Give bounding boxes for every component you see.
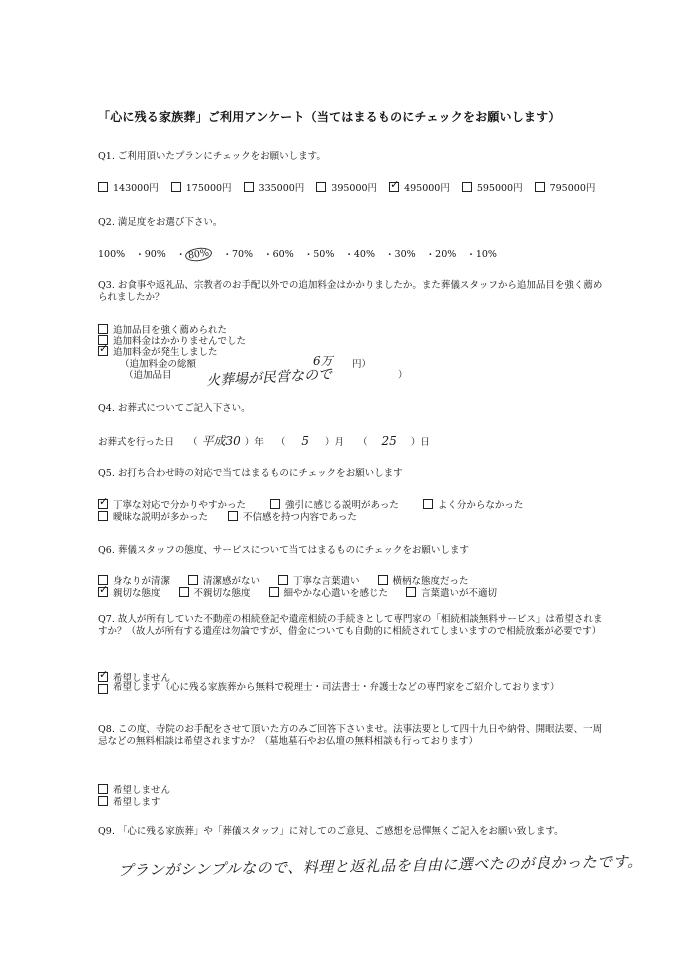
q6-r2-option-4[interactable]: [406, 585, 497, 599]
q4-year-unit: 年: [254, 436, 264, 448]
q2-scale-20[interactable]: 20%: [435, 248, 457, 260]
q1-option-1[interactable]: [98, 180, 159, 194]
q3-option-1-label: 追加品目を強く薦められた: [113, 324, 228, 336]
q2-scale-separator: ・: [135, 250, 145, 261]
q4-month-unit: 月: [334, 436, 345, 448]
q6-r2-option-2-checkbox[interactable]: [179, 587, 189, 597]
q1-question: Q1. ご利用頂いたプランにチェックをお願いします。: [98, 151, 326, 162]
q1-option-6[interactable]: [462, 180, 523, 194]
q1-option-4-checkbox[interactable]: [316, 182, 326, 192]
q6-r2-option-2-label: 不親切な態度: [193, 588, 251, 599]
q5-r1-option-2-label: 強引に感じる説明があった: [285, 500, 399, 511]
q6-r1-option-3-checkbox[interactable]: [278, 575, 288, 585]
q6-r2-option-1[interactable]: [98, 585, 161, 599]
q7-no-label: 希望しません: [113, 673, 171, 684]
q3-option-3-label: 追加料金が発生しました: [113, 346, 218, 358]
q7-question: Q7. 故人が所有していた不動産の相続登記や遺産相続の手続きとして専門家の「相続相談無料サービス」は希望されますか？（故人が所有する遺産は勿論ですが、借金についても自動的に相続されてしまいますので相続放棄が必要です）: [98, 614, 603, 637]
q6-r2-option-4-checkbox[interactable]: [406, 587, 416, 597]
q8-no-checkbox[interactable]: [98, 784, 108, 794]
q3-question: Q3. お食事や返礼品、宗教者のお手配以外での追加料金はかかりましたか。また葬儀スタッフから追加品目を強く薦められましたか？: [98, 280, 603, 303]
q3-option-2-label: 追加料金はかかりませんでした: [113, 335, 247, 347]
q1-option-5-label: 495000円: [404, 183, 450, 194]
q5-r1-option-3-label: よく分からなかった: [437, 500, 524, 511]
q1-option-6-checkbox[interactable]: [462, 182, 472, 192]
q6-r2-option-3-label: 細やかな心遣いを感じた: [283, 588, 389, 599]
q3-total-suffix: 円）: [352, 359, 372, 370]
q4-day-unit: 日: [420, 436, 430, 448]
survey-title: 「心に残る家族葬」ご利用アンケート（当てはまるものにチェックをお願いします）: [98, 110, 561, 124]
q1-option-4-label: 395000円: [331, 183, 378, 194]
q3-options: [98, 323, 246, 356]
q7-yes-label: 希望します（心に残る家族葬から無料で税理士・司法書士・弁護士などの専門家をご紹介しております）: [113, 682, 560, 693]
q9-answer: プランがシンプルなので、料理と返礼品を自由に選べたのが良かったです。: [117, 852, 643, 880]
q2-scale-70[interactable]: 70%: [231, 248, 254, 260]
q5-r2-option-2-checkbox[interactable]: [228, 511, 238, 521]
q1-option-7[interactable]: [535, 180, 596, 194]
q6-r1-option-4-label: 横柄な態度だった: [392, 576, 469, 587]
q5-r1-option-3[interactable]: [423, 497, 524, 511]
q2-scale-separator: ・: [385, 250, 395, 261]
q2-scale-30[interactable]: 30%: [394, 248, 416, 260]
q4-month-value: 5: [301, 433, 309, 448]
q5-r1-option-3-checkbox[interactable]: [423, 499, 433, 509]
q7-yes-checkbox[interactable]: [98, 684, 108, 694]
q5-r2-option-1[interactable]: [98, 509, 208, 523]
q1-option-6-label: 595000円: [476, 183, 523, 194]
q2-scale-separator: ・: [175, 250, 186, 261]
q6-r2-option-2[interactable]: [179, 585, 251, 599]
q6-r2-option-4-label: 言葉遣いが不適切: [421, 588, 498, 599]
q4-era-value: 平成30: [201, 434, 241, 448]
q6-options-row2: [98, 585, 515, 599]
q3-item-suffix: ）: [398, 370, 408, 381]
q6-r1-option-4-checkbox[interactable]: [378, 575, 388, 585]
q5-r1-option-1-label: 丁寧な対応で分かりやすかった: [113, 500, 247, 511]
q2-scale-10[interactable]: 10%: [475, 248, 497, 260]
q3-option-3-checkbox[interactable]: [98, 346, 108, 356]
q6-r2-option-3[interactable]: [269, 585, 389, 599]
q1-option-3-checkbox[interactable]: [244, 182, 254, 192]
q2-scale-separator: ・: [222, 250, 232, 261]
q5-r2-option-2-label: 不信感を持つ内容であった: [243, 512, 357, 523]
q3-total-label: （追加料金の総額: [120, 359, 197, 370]
q1-option-5-checkbox[interactable]: [389, 182, 399, 192]
q6-r1-option-2-checkbox[interactable]: [188, 575, 198, 585]
q2-scale-separator: ・: [303, 250, 314, 261]
q6-r2-option-1-checkbox[interactable]: [98, 587, 108, 597]
q6-r2-option-3-checkbox[interactable]: [269, 587, 279, 597]
q1-option-4[interactable]: [316, 180, 377, 194]
q2-satisfaction-scale: [98, 247, 497, 261]
q2-scale-40[interactable]: 40%: [353, 248, 376, 260]
q8-option-yes[interactable]: [98, 794, 161, 808]
q5-options-row2: [98, 509, 377, 523]
q1-option-3[interactable]: [244, 180, 305, 194]
q6-r1-option-3-label: 丁寧な言葉遣い: [293, 576, 360, 587]
q4-date-label: お葬式を行った日: [98, 436, 175, 448]
q9-question: Q9. 「心に残る家族葬」や「葬儀スタッフ」に対してのご意見、ご感想を忌憚無くご記入をお願い致します。: [98, 826, 564, 837]
q2-scale-50[interactable]: 50%: [313, 248, 335, 260]
q1-plan-options: [98, 180, 607, 194]
q2-scale-90[interactable]: 90%: [144, 248, 166, 260]
q5-r1-option-1-checkbox[interactable]: [98, 499, 108, 509]
q1-option-5[interactable]: [389, 180, 450, 194]
q3-item-label: （追加品目: [124, 370, 172, 381]
q5-r2-option-2[interactable]: [228, 509, 357, 523]
q8-question: Q8. この度、寺院のお手配をさせて頂いた方のみご回答下さいませ。法事法要として四十九日や納骨、開眼法要、一周忌などの無料相談は希望されますか？（墓地墓石やお仏壇の無料相談も行っております）: [98, 724, 603, 747]
q7-option-yes[interactable]: [98, 682, 608, 694]
q2-scale-100[interactable]: 100%: [98, 248, 126, 260]
q1-option-7-label: 795000円: [549, 183, 596, 194]
q8-no-label: 希望しません: [113, 785, 171, 796]
q1-option-2-label: 175000円: [185, 183, 232, 194]
q2-scale-separator: ・: [344, 250, 354, 261]
q1-option-1-label: 143000円: [113, 183, 159, 194]
q1-option-2[interactable]: [171, 180, 232, 194]
q2-scale-separator: ・: [263, 250, 273, 261]
q6-r1-option-2-label: 清潔感がない: [203, 576, 261, 587]
q1-option-3-label: 335000円: [258, 183, 305, 194]
q5-question: Q5. お打ち合わせ時の対応で当てはまるものにチェックをお願いします: [98, 468, 403, 479]
q3-total-value: 6万: [313, 354, 333, 368]
q4-question: Q4. お葬式についてご記入下さい。: [98, 403, 251, 414]
q2-question: Q2. 満足度をお選び下さい。: [98, 217, 223, 228]
q1-option-1-checkbox[interactable]: [98, 182, 108, 192]
q8-yes-label: 希望します: [113, 797, 161, 808]
q5-r1-option-2-checkbox[interactable]: [270, 499, 280, 509]
q6-r2-option-1-label: 親切な態度: [113, 588, 161, 599]
q2-scale-separator: ・: [466, 250, 476, 261]
q2-scale-separator: ・: [425, 250, 436, 261]
q6-question: Q6. 葬儀スタッフの態度、サービスについて当てはまるものにチェックをお願いします: [98, 545, 469, 556]
q5-r2-option-1-checkbox[interactable]: [98, 511, 108, 521]
q7-no-checkbox[interactable]: [98, 672, 108, 682]
q8-yes-checkbox[interactable]: [98, 796, 108, 806]
q1-option-7-checkbox[interactable]: [535, 182, 545, 192]
q6-r1-option-1-label: 身なりが清潔: [113, 576, 171, 587]
q4-day-value: 25: [381, 433, 397, 448]
q2-scale-60[interactable]: 60%: [272, 248, 294, 260]
q3-item-value: 火葬場が民営なので: [205, 366, 333, 390]
q2-scale-80[interactable]: 80%: [185, 246, 214, 263]
q5-r2-option-1-label: 曖昧な説明が多かった: [113, 512, 209, 523]
q1-option-2-checkbox[interactable]: [171, 182, 181, 192]
q4-date-row: お葬式を行った日 （ 平成30 ） 年 （ 5 ） 月 （ 25 ） 日: [98, 433, 430, 448]
q3-option-1-checkbox[interactable]: [98, 324, 108, 334]
